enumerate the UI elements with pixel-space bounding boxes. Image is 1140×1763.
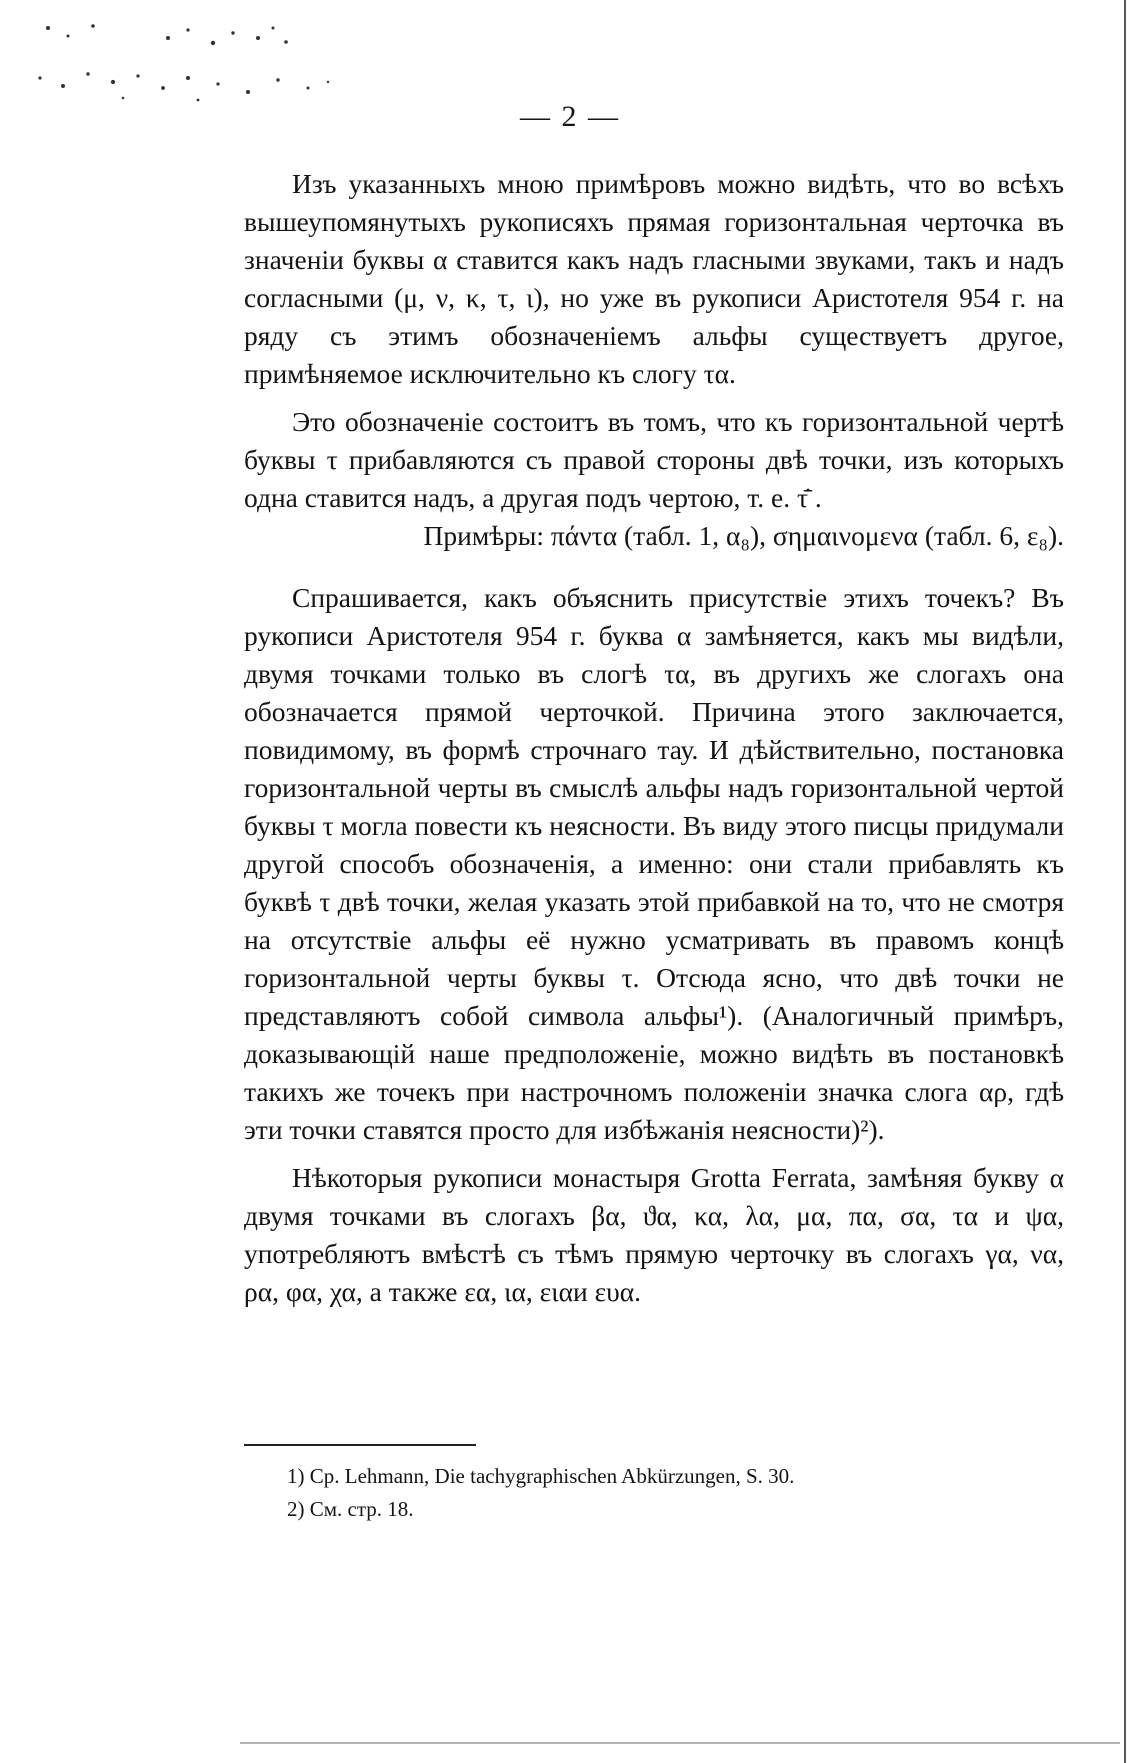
paragraph-3: Спрашивается, какъ объяснить присутствiе этихъ точекъ? Въ рукописи Аристотеля 954 г. буква α замѣняется, какъ мы видѣли, двумя точками только въ слогѣ τα, въ другихъ же слогахъ она обозначается прямой черточкой. Причина этого заключается, повидимому, въ формѣ строчнаго тау. И дѣйствительно, постановка горизонтальной черты въ смыслѣ альфы надъ горизонтальной чертой буквы τ могла повести къ неясности. Въ виду этого писцы придумали другой способъ обозначенiя, а именно: они стали прибавлять къ буквѣ τ двѣ точки, желая указать этой прибавкой на то, что не смотря на отсутствiе альфы её нужно усматривать въ правомъ концѣ горизонтальной черты буквы τ. Отсюда ясно, что двѣ точки не представляютъ собой символа альфы¹). (Аналогичный примѣръ, доказывающiй наше предположенiе, можно видѣть въ постановкѣ такихъ же точекъ при настрочномъ положенiи значка слога αρ, гдѣ эти точки ставятся просто для избѣжанiя неясности)²).: [244, 582, 1064, 1145]
paragraph-2: Это обозначенiе состоитъ въ томъ, что къ горизонтальной чертѣ буквы τ прибавляются съ правой стороны двѣ точки, изъ которыхъ одна ставится надъ, а другая подъ чертою, т. е. τ̄̇ .: [244, 406, 1064, 513]
paragraph-4: Нѣкоторыя рукописи монастыря Grotta Ferrata, замѣняя букву α двумя точками въ слогахъ βα, ϑα, κα, λα, μα, πα, σα, τα и ψα, употребляютъ вмѣстѣ съ тѣмъ прямую черточку въ слогахъ γα, να, ρα, φα, χα, а также εα, ια, ειαи ευα.: [244, 1162, 1064, 1307]
scan-right-edge: [1124, 0, 1126, 1763]
scan-bottom-edge: [240, 1742, 1120, 1744]
footnote-2: 2) См. стр. 18.: [287, 1497, 414, 1521]
footnotes: [287, 1460, 1047, 1526]
examples-line: Примѣры: πάντα (табл. 1, α₈), σημαινομενα (табл. 6, ε₈).: [423, 520, 1064, 551]
footnote-rule: [244, 1444, 476, 1446]
paragraph-1: Изъ указанныхъ мною примѣровъ можно видѣть, что во всѣхъ вышеупомянутыхъ рукописяхъ прямая горизонтальная черточка въ значенiи буквы α ставится какъ надъ гласными звуками, такъ и надъ согласными (μ, ν, κ, τ, ι), но уже въ рукописи Аристотеля 954 г. на ряду съ этимъ обозначенiемъ альфы существуетъ другое, примѣняемое исключительно къ слогу τα.: [244, 168, 1064, 389]
page-number: — 2 —: [520, 100, 620, 133]
body-text: [244, 165, 1064, 1311]
footnote-1: 1) Ср. Lehmann, Die tachygraphischen Abkürzungen, S. 30.: [287, 1464, 795, 1488]
